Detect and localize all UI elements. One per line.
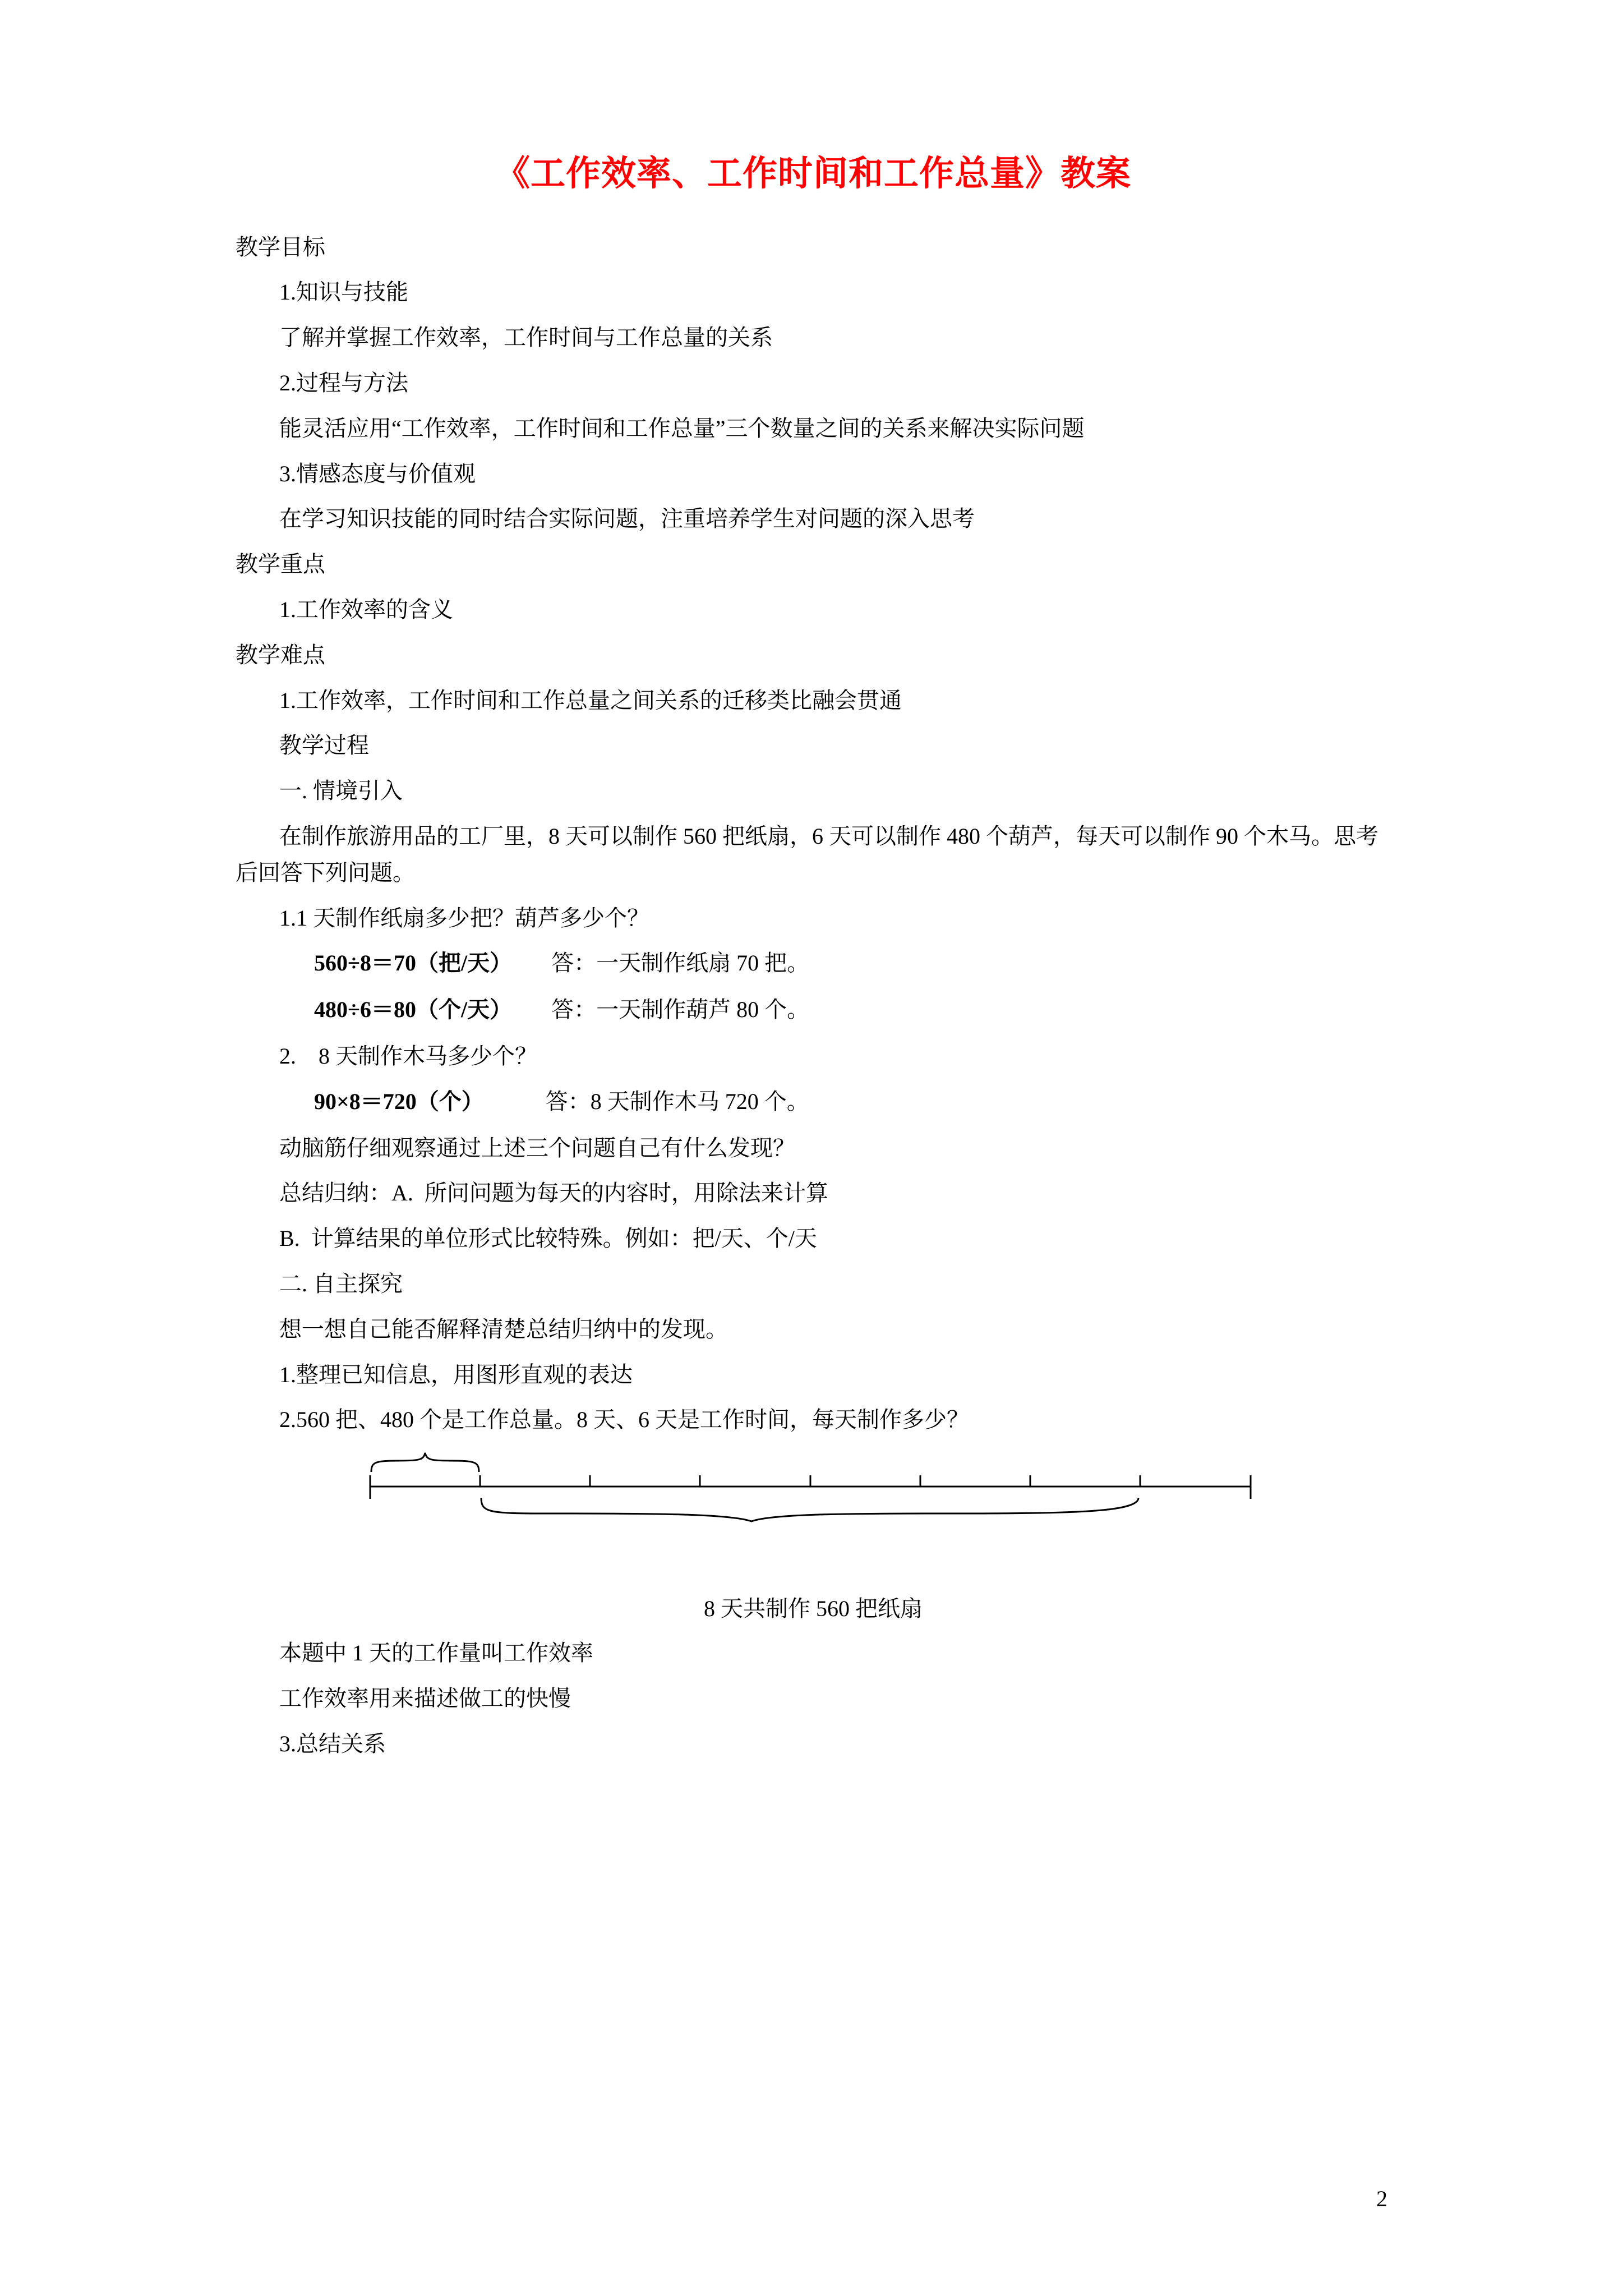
text-line: 3.情感态度与价值观 <box>279 461 476 486</box>
equation-3: 90×8＝720（个） <box>314 1088 484 1114</box>
document-content <box>236 151 1391 1772</box>
text-line: 教学过程 <box>279 733 369 758</box>
text-line: 二. 自主探究 <box>279 1271 403 1296</box>
intro-paragraph: 在制作旅游用品的工厂里，8 天可以制作 560 把纸扇，6 天可以制作 480 个葫芦，每天可以制作 90 个木马。思考后回答下列问题。 <box>236 823 1378 885</box>
equation-2-answer: 答：一天制作葫芦 80 个。 <box>551 997 810 1023</box>
text-line: 1.整理已知信息，用图形直观的表达 <box>279 1361 633 1387</box>
equation-3-answer: 答：8 天制作木马 720 个。 <box>545 1088 809 1114</box>
text-line: 工作效率用来描述做工的快慢 <box>279 1685 571 1711</box>
text-line: 教学目标 <box>236 234 325 260</box>
text-line: 2.560 把、480 个是工作总量。8 天、6 天是工作时间，每天制作多少？ <box>279 1407 969 1433</box>
number-line-diagram <box>236 1447 1391 1588</box>
section-summary <box>236 1635 1391 1762</box>
text-line: 1.工作效率，工作时间和工作总量之间关系的迁移类比融会贯通 <box>279 687 902 713</box>
text-line: 2.过程与方法 <box>279 370 408 395</box>
text-line: 能灵活应用“工作效率，工作时间和工作总量”三个数量之间的关系来解决实际问题 <box>279 415 1085 441</box>
text-line: 3.总结关系 <box>279 1731 386 1756</box>
text-line: 教学难点 <box>236 642 325 668</box>
equation-1-row <box>236 945 1391 982</box>
text-line: 了解并掌握工作效率，工作时间与工作总量的关系 <box>279 325 773 351</box>
page-number: 2 <box>1376 2186 1387 2211</box>
text-line: B. 计算结果的单位形式比较特殊。例如：把/天、个/天 <box>279 1226 817 1251</box>
text-line: 本题中 1 天的工作量叫工作效率 <box>279 1640 593 1666</box>
section-objectives <box>236 229 1391 809</box>
text-line: 动脑筋仔细观察通过上述三个问题自己有什么发现？ <box>279 1135 795 1161</box>
text-line: 1.知识与技能 <box>279 279 408 305</box>
equation-1: 560÷8＝70（把/天） <box>314 950 513 976</box>
text-line: 总结归纳：A. 所问问题为每天的内容时，用除法来计算 <box>279 1180 828 1206</box>
question-1: 1.1 天制作纸扇多少把？葫芦多少个？ <box>279 905 649 931</box>
text-line: 一. 情境引入 <box>279 778 403 804</box>
text-line: 想一想自己能否解释清楚总结归纳中的发现。 <box>279 1316 728 1342</box>
text-line: 1.工作效率的含义 <box>279 596 453 622</box>
text-line: 在学习知识技能的同时结合实际问题，注重培养学生对问题的深入思考 <box>279 506 975 532</box>
section-explore <box>236 1130 1391 1439</box>
text-line: 教学重点 <box>236 551 325 577</box>
question-2: 2. 8 天制作木马多少个？ <box>279 1043 537 1069</box>
equation-1-answer: 答：一天制作纸扇 70 把。 <box>551 950 810 976</box>
equation-3-row <box>236 1084 1391 1120</box>
diagram-caption: 8 天共制作 560 把纸扇 <box>704 1596 923 1622</box>
equation-2-row <box>236 992 1391 1028</box>
equation-2: 480÷6＝80（个/天） <box>314 997 513 1023</box>
page-title: 《工作效率、工作时间和工作总量》教案 <box>495 155 1131 193</box>
